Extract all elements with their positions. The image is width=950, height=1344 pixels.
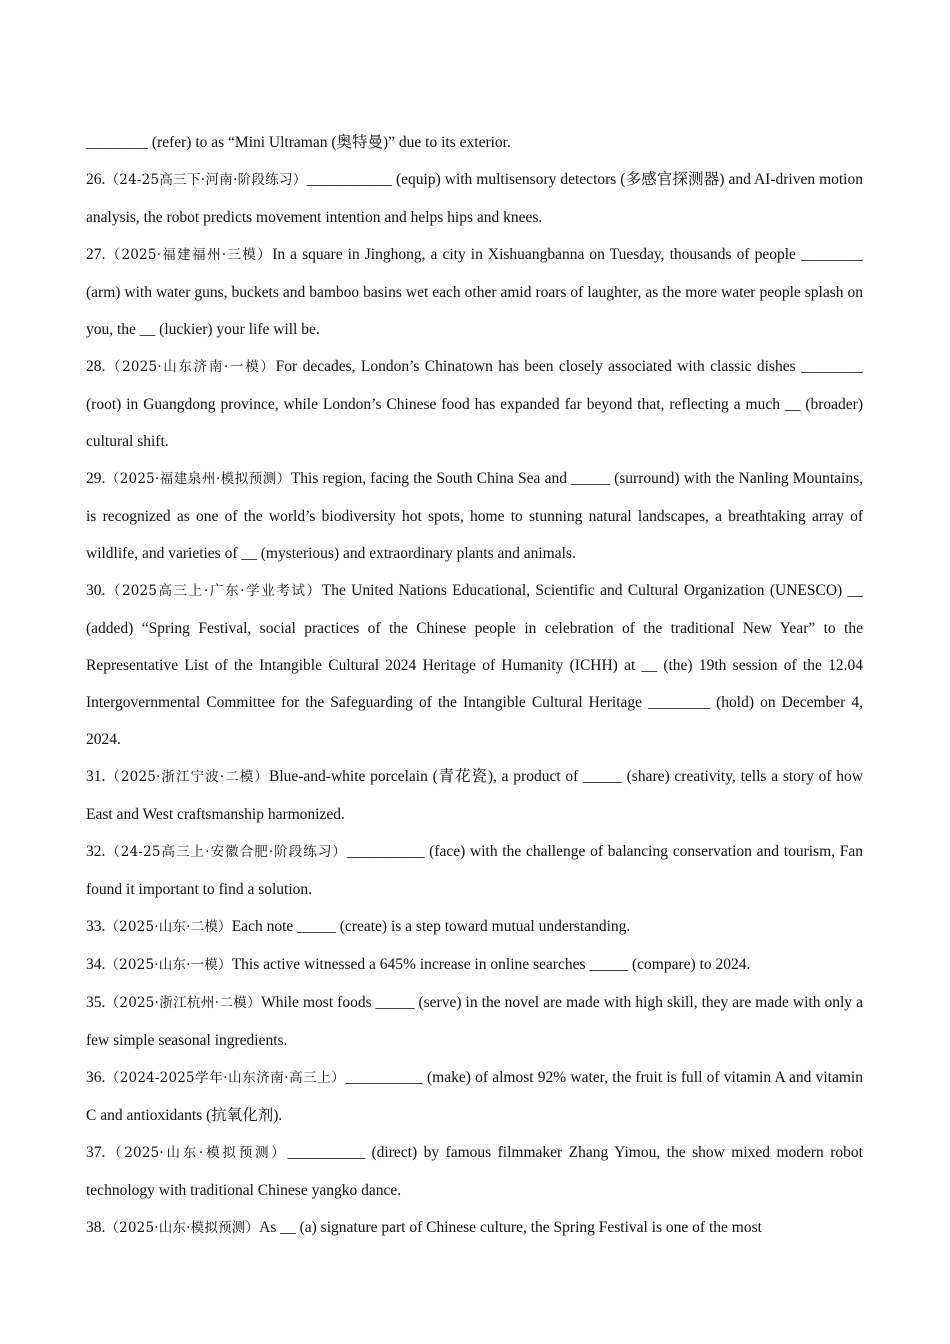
question-source: （2025·山东·模拟预测） bbox=[105, 1145, 288, 1161]
question-source: （24-25高三上·安徽合肥·阶段练习） bbox=[105, 844, 347, 860]
question-source: （2025·山东·模拟预测） bbox=[105, 1220, 260, 1236]
question-33 bbox=[86, 908, 863, 946]
question-text: ________ (refer) to as “Mini Ultraman (奥特曼)” due to its exterior. bbox=[86, 134, 511, 151]
question-source: （2025·山东·一模） bbox=[105, 957, 232, 973]
question-38 bbox=[86, 1209, 863, 1247]
question-text: This active witnessed a 645% increase in online searches _____ (compare) to 2024. bbox=[231, 956, 751, 973]
question-text: __________ (make) of almost 92% water, the fruit is full of vitamin A and vitamin C and antioxidants (抗氧化剂). bbox=[86, 1069, 863, 1124]
question-number: 30. bbox=[86, 582, 106, 599]
question-source: （2025·浙江宁波·二模） bbox=[105, 769, 269, 785]
question-number: 28. bbox=[86, 358, 106, 375]
question-source: （2025高三上·广东·学业考试） bbox=[105, 583, 322, 599]
question-number: 26. bbox=[86, 171, 106, 188]
question-list bbox=[86, 124, 863, 1247]
question-36 bbox=[86, 1059, 863, 1134]
question-30 bbox=[86, 572, 863, 758]
question-text: ___________ (equip) with multisensory detectors (多感官探测器) and AI-driven motion analysis, the robot predicts movement intention and helps hips and knees. bbox=[86, 171, 863, 226]
question-text: While most foods _____ (serve) in the novel are made with high skill, they are made with only a few simple seasonal ingredients. bbox=[86, 994, 863, 1049]
question-34 bbox=[86, 946, 863, 984]
question-number: 35. bbox=[86, 994, 106, 1011]
question-27 bbox=[86, 236, 863, 348]
question-35 bbox=[86, 984, 863, 1059]
question-text: __________ (direct) by famous filmmaker Zhang Yimou, the show mixed modern robot technology with traditional Chinese yangko dance. bbox=[86, 1144, 863, 1199]
question-number: 29. bbox=[86, 470, 106, 487]
question-text: For decades, London’s Chinatown has been closely associated with classic dishes ________ (root) in Guangdong province, while London’s Chinese food has expanded far beyond that, reflecting a much __ (broader) cultural shift. bbox=[86, 358, 863, 450]
question-number: 32. bbox=[86, 843, 106, 860]
question-31 bbox=[86, 758, 863, 833]
question-source: （2025·福建泉州·模拟预测） bbox=[105, 471, 291, 487]
question-26 bbox=[86, 161, 863, 236]
question-32 bbox=[86, 833, 863, 908]
question-source: （2025·浙江杭州·二模） bbox=[105, 995, 262, 1011]
question-number: 33. bbox=[86, 918, 106, 935]
question-28 bbox=[86, 348, 863, 460]
question-source: （2025·福建福州·三模） bbox=[105, 247, 273, 263]
question-text: In a square in Jinghong, a city in Xishuangbanna on Tuesday, thousands of people ________ (arm) with water guns, buckets and bamboo basins wet each other amid roars of laughter, as the more water people splash on you, the __ (luckier) your life will be. bbox=[86, 246, 863, 338]
question-text: __________ (face) with the challenge of balancing conservation and tourism, Fan found it important to find a solution. bbox=[86, 843, 863, 898]
question-number: 38. bbox=[86, 1219, 106, 1236]
question-text: This region, facing the South China Sea and _____ (surround) with the Nanling Mountains, is recognized as one of the world’s biodiversity hot spots, home to stunning natural landscapes, a breathtaking array of wildlife, and varieties of __ (mysterious) and extraordinary plants and animals. bbox=[86, 470, 863, 562]
question-number: 31. bbox=[86, 768, 106, 785]
question-number: 34. bbox=[86, 956, 106, 973]
question-29 bbox=[86, 460, 863, 572]
question-number: 27. bbox=[86, 246, 106, 263]
question-25-continuation bbox=[86, 124, 863, 161]
question-number: 37. bbox=[86, 1144, 106, 1161]
question-text: Each note _____ (create) is a step toward mutual understanding. bbox=[231, 918, 631, 935]
question-text: As __ (a) signature part of Chinese culture, the Spring Festival is one of the most bbox=[259, 1219, 762, 1236]
question-37 bbox=[86, 1134, 863, 1209]
question-number: 36. bbox=[86, 1069, 106, 1086]
question-text: Blue-and-white porcelain (青花瓷), a product of _____ (share) creativity, tells a story of how East and West craftsmanship harmonized. bbox=[86, 768, 863, 823]
question-text: The United Nations Educational, Scientific and Cultural Organization (UNESCO) __ (added) “Spring Festival, social practices of the Chinese people in celebration of the traditional New Year” to the Representative List of the Intangible Cultural 2024 Heritage of Humanity (ICHH) at __ (the) 19th session of the 12.04 Intergovernmental Committee for the Safeguarding of the Intangible Cultural Heritage ________ (hold) on December 4, 2024. bbox=[86, 582, 863, 748]
question-source: （2025·山东济南·一模） bbox=[105, 359, 276, 375]
question-source: （2024-2025学年·山东济南·高三上） bbox=[105, 1070, 346, 1086]
question-source: （2025·山东·二模） bbox=[105, 919, 232, 935]
question-source: （24-25高三下·河南·阶段练习） bbox=[105, 172, 307, 188]
